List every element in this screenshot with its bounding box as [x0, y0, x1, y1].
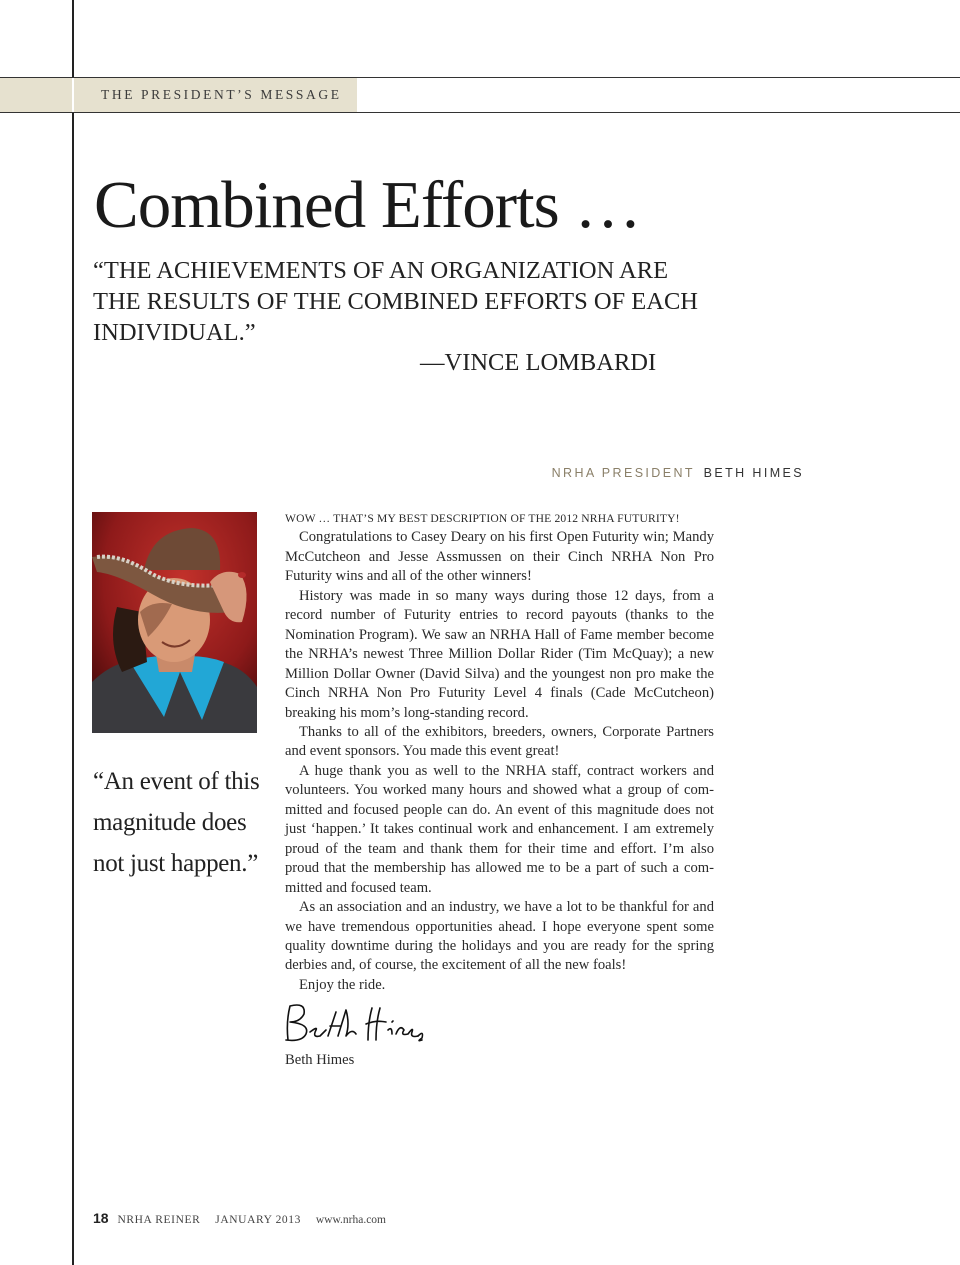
- issue-date: JANUARY 2013: [215, 1214, 301, 1226]
- article-title: Combined Efforts …: [94, 168, 641, 242]
- left-margin-rule: [72, 0, 74, 1265]
- body-paragraph-closing: Enjoy the ride.: [299, 976, 386, 993]
- section-label: THE PRESIDENT’S MESSAGE: [101, 87, 342, 102]
- website-link[interactable]: www.nrha.com: [315, 1214, 386, 1226]
- author-photo: [92, 512, 257, 733]
- pull-quote: “An event of this magnitude does not just happen.”: [93, 768, 260, 877]
- epigraph-quote: “THE ACHIEVEMENTS OF AN ORGANIZATION ARE THE RESULTS OF THE COMBINED EFFORTS OF EACH INDIVIDUAL.”: [93, 257, 698, 346]
- body-paragraph: A huge thank you as well to the NRHA staff, contract workers and volunteers. You worked many hours and showed what a group of committed and focused people can do. An event of this magnitude does not just ‘happen.’ It takes continual work and enhancement. I am extremely proud of the team and thank them for their time and effort. I’m also proud that the membership has allowed me to be a part of such a committed and focused team.: [285, 762, 714, 896]
- body-paragraph: Thanks to all of the exhibitors, breeders, owners, Corporate Partners and event sponsors. You made this event great!: [285, 723, 714, 760]
- byline-name: BETH HIMES: [703, 466, 804, 480]
- magazine-name: NRHA REINER: [117, 1214, 201, 1226]
- byline-role: NRHA PRESIDENT: [551, 466, 695, 480]
- body-paragraph: As an association and an industry, we have a lot to be thankful for and we have tremendous opportunities ahead. I hope everyone spent some quality downtime during the holidays and you are ready for the spring derbies and, of course, the excitement of all the new foals!: [285, 899, 714, 974]
- body-paragraph: Congratulations to Casey Deary on his first Open Futurity win; Mandy McCutcheon and Jesse Assmussen on their Cinch NRHA Non Pro Futurity wins and all of the other winners!: [285, 529, 714, 585]
- handwritten-signature: [276, 1000, 426, 1048]
- page-number: 18: [93, 1210, 109, 1226]
- body-paragraph: History was made in so many ways during those 12 days, from a record number of Futurity entries to record payouts (thanks to the Nomination Program). We saw an NRHA Hall of Fame member become the NRHA’s newest Three Million Dollar Rider (Tim McQuay); a new Million Dollar Owner (David Silva) and the youngest non pro make the Cinch NRHA Non Pro Futurity Level 4 finals (Cade McCutcheon) breaking his mom’s long-standing record.: [285, 587, 714, 721]
- section-tab: [74, 78, 357, 112]
- section-header-band: [0, 77, 960, 113]
- byline: [552, 466, 804, 480]
- page-footer: [93, 1210, 386, 1226]
- body-paragraph-lead: WOW … THAT’S MY BEST DESCRIPTION OF THE 2012 NRHA FUTURITY!: [285, 512, 680, 525]
- signer-name: Beth Himes: [285, 1052, 355, 1068]
- header-band-left-fill: [0, 78, 72, 112]
- epigraph-author: —VINCE LOMBARDI: [420, 349, 657, 376]
- article-body: [285, 509, 714, 995]
